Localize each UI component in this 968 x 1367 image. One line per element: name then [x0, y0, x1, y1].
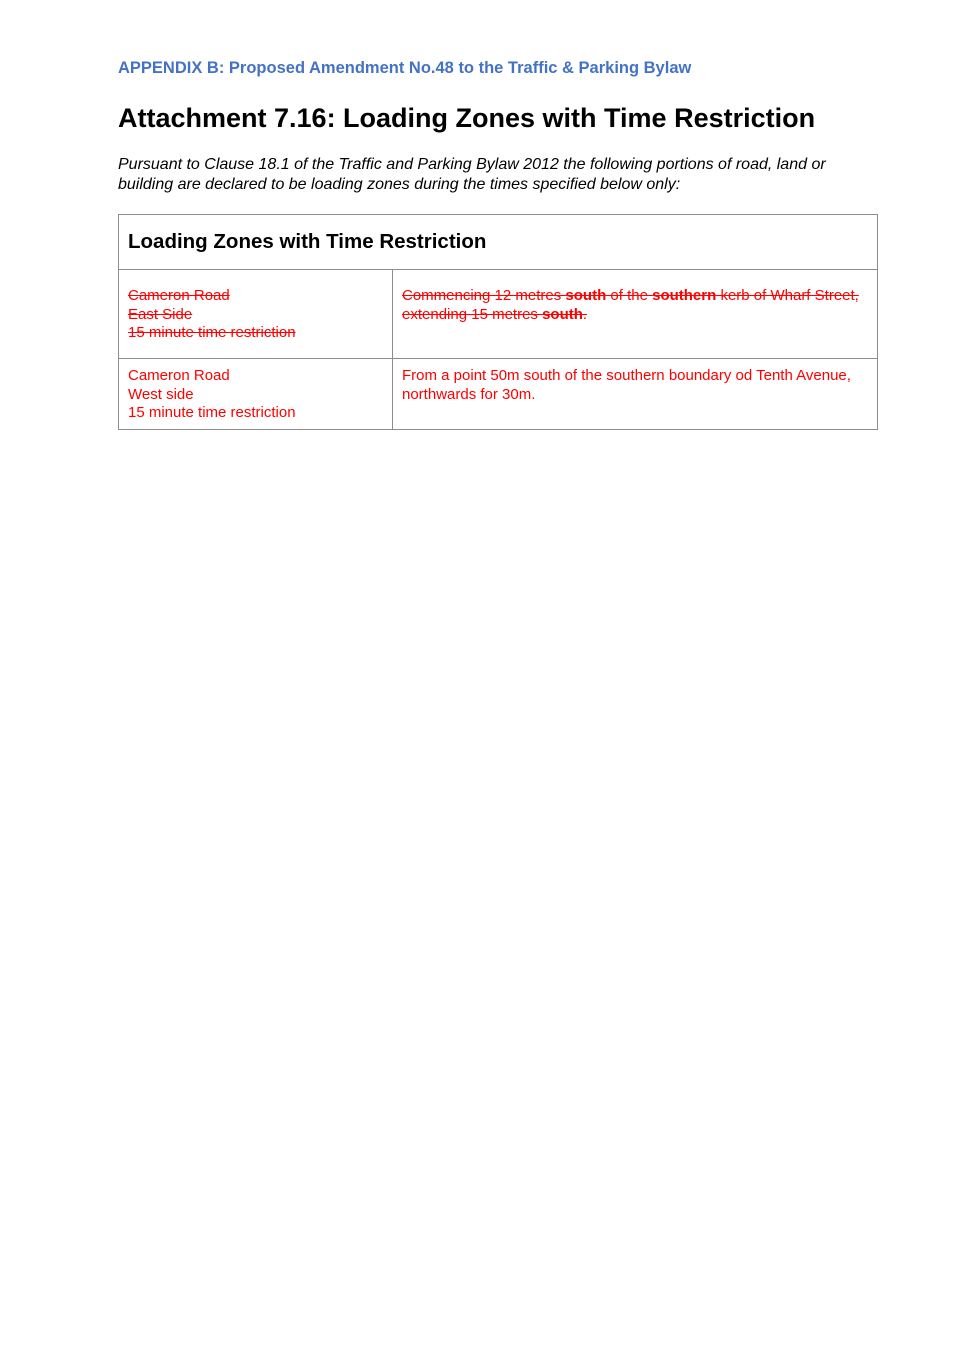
page-title: Attachment 7.16: Loading Zones with Time Restriction	[118, 103, 816, 133]
location-cell	[119, 270, 393, 359]
location-side: East Side	[128, 305, 193, 323]
table-row-current	[119, 359, 878, 430]
description-text: kerb of Wharf Street, extending 15 metres	[402, 287, 859, 323]
location-restriction: 15 minute time restriction	[128, 404, 296, 421]
description-text: .	[582, 305, 588, 323]
location-side: West side	[128, 385, 194, 403]
description-text: Commencing 12 metres	[402, 287, 566, 304]
table-heading: Loading Zones with Time Restriction	[119, 215, 878, 270]
location-restriction: 15 minute time restriction	[128, 324, 296, 341]
description-text: of the	[606, 287, 653, 304]
description-bold-text: southern	[652, 287, 717, 304]
table-heading-row	[119, 215, 878, 270]
description-cell	[393, 270, 878, 359]
appendix-header: APPENDIX B: Proposed Amendment No.48 to the Traffic & Parking Bylaw	[118, 59, 692, 77]
location-road: Cameron Road	[128, 367, 230, 384]
intro-paragraph: Pursuant to Clause 18.1 of the Traffic and Parking Bylaw 2012 the following portions of road, land or building are declared to be loading zones during the times specified below only:	[118, 156, 826, 193]
description-bold-text: south	[542, 305, 583, 323]
description-cell: From a point 50m south of the southern boundary od Tenth Avenue, northwards for 30m.	[393, 359, 878, 430]
table-row-deleted	[119, 270, 878, 359]
location-cell	[119, 359, 393, 430]
loading-zones-table	[118, 214, 878, 430]
location-road: Cameron Road	[128, 287, 230, 304]
description-bold-text: south	[565, 287, 607, 304]
